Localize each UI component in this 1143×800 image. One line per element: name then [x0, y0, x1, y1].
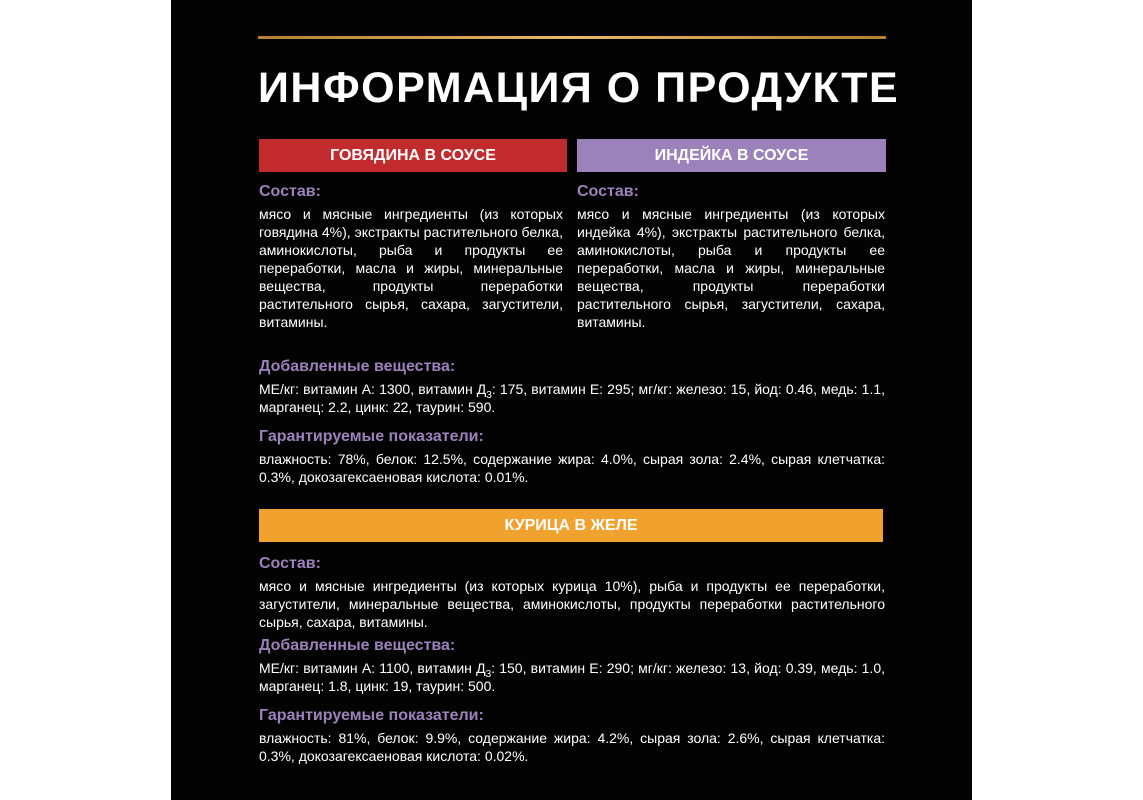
- chicken-composition-text: мясо и мясные ингредиенты (из которых курица 10%), рыба и продукты ее переработки, загустители, минеральные вещества, аминокислоты, продукты переработки растительного сырья, сахара, витамины.: [259, 578, 885, 630]
- product-info-panel: [171, 0, 972, 800]
- beef-composition-text: мясо и мясные ингредиенты (из которых говядина 4%), экстракты растительного белка, аминокислоты, рыба и продукты ее переработки, масла и жиры, минеральные вещества, продукты переработки растительного сырья, сахара, загустители, витамины.: [259, 206, 563, 330]
- shared-additives-heading: Добавленные вещества:: [259, 358, 456, 375]
- turkey-variant-band: ИНДЕЙКА В СОУСЕ: [577, 139, 886, 172]
- chicken-guaranteed-text: влажность: 81%, белок: 9.9%, содержание жира: 4.2%, сырая зола: 2.6%, сырая клетчатка: 0.3%, докозагексаеновая кислота: 0.02%.: [259, 730, 885, 764]
- turkey-composition-text: мясо и мясные ингредиенты (из которых индейка 4%), экстракты растительного белка, аминокислоты, рыба и продукты ее переработки, масла и жиры, минеральные вещества, продукты переработки растительного сырья, загустители, сахара, витамины.: [577, 206, 885, 330]
- shared-guaranteed-heading: Гарантируемые показатели:: [259, 428, 484, 445]
- turkey-composition-heading: Состав:: [577, 183, 639, 200]
- beef-composition-heading: Состав:: [259, 183, 321, 200]
- beef-variant-band: ГОВЯДИНА В СОУСЕ: [259, 139, 567, 172]
- shared-additives-text: МЕ/кг: витамин А: 1300, витамин $Д_3$: 175, витамин Е: 295; мг/кг: железо: 15, йод: 0.46, медь: 1.1, марганец: 2.2, цинк: 22, таурин: 590.: [259, 381, 886, 415]
- gold-divider: [258, 36, 886, 39]
- page-title: ИНФОРМАЦИЯ О ПРОДУКТЕ: [258, 64, 900, 112]
- shared-guaranteed-text: влажность: 78%, белок: 12.5%, содержание жира: 4.0%, сырая зола: 2.4%, сырая клетчатка: 0.3%, докозагексаеновая кислота: 0.01%.: [259, 451, 885, 485]
- chicken-additives-heading: Добавленные вещества:: [259, 637, 456, 654]
- chicken-additives-text: МЕ/кг: витамин А: 1100, витамин $Д_3$: 150, витамин Е: 290; мг/кг: железо: 13, йод: 0.39, медь: 1.0, марганец: 1.8, цинк: 19, таурин: 500.: [259, 660, 885, 694]
- chicken-composition-heading: Состав:: [259, 555, 321, 572]
- chicken-variant-band: КУРИЦА В ЖЕЛЕ: [259, 509, 883, 542]
- chicken-guaranteed-heading: Гарантируемые показатели:: [259, 707, 484, 724]
